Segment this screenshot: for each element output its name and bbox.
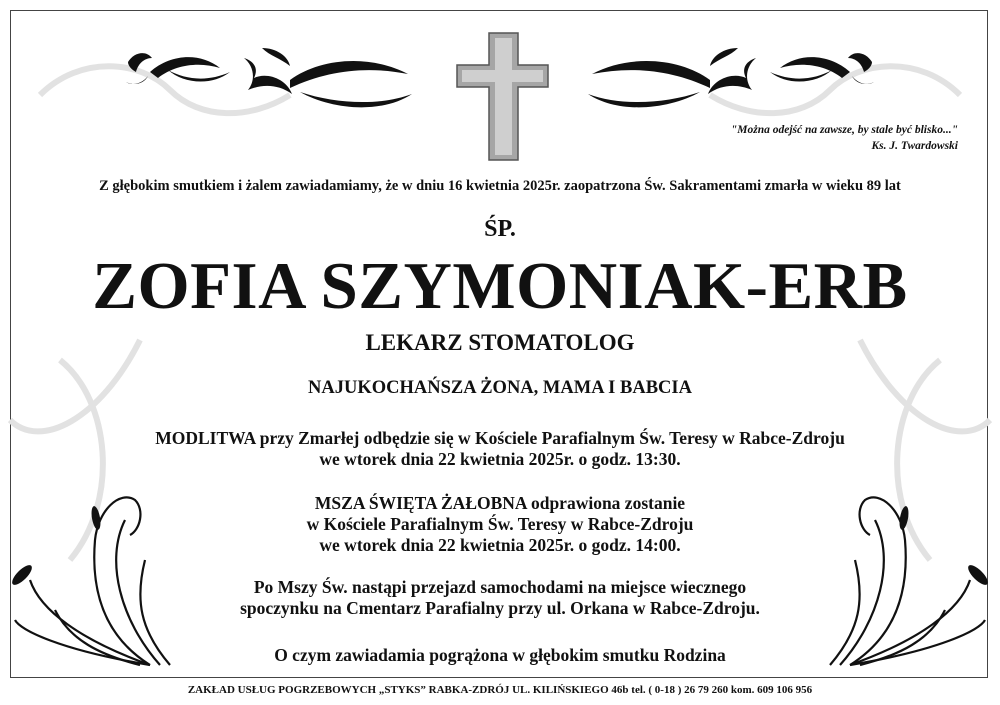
burial-info xyxy=(0,577,1000,619)
cross-icon xyxy=(457,33,548,160)
quote-text: "Można odejść na zawsze, by stale być blisko..." xyxy=(730,124,958,136)
mass-line-1: MSZA ŚWIĘTA ŻAŁOBNA odprawiona zostanie xyxy=(314,493,686,513)
mass-line-3: we wtorek dnia 22 kwietnia 2025r. o godz. 14:00. xyxy=(319,535,681,555)
flourish-top-left-icon xyxy=(126,48,412,107)
prayer-info xyxy=(0,428,1000,470)
profession: LEKARZ STOMATOLOG xyxy=(365,330,635,355)
mass-info xyxy=(0,493,1000,556)
prayer-line-1: MODLITWA przy Zmarłej odbędzie się w Kościele Parafialnym Św. Teresy w Rabce-Zdroju xyxy=(155,428,845,448)
quote-block xyxy=(731,122,958,154)
burial-line-2: spoczynku na Cmentarz Parafialny przy ul. Orkana w Rabce-Zdroju. xyxy=(240,598,760,618)
announcement-intro: Z głębokim smutkiem i żalem zawiadamiamy, że w dniu 16 kwietnia 2025r. zaopatrzona Św. Sakramentami zmarła w wieku 89 lat xyxy=(99,178,901,194)
flourish-top-right-icon xyxy=(588,48,874,107)
mass-line-2: w Kościele Parafialnym Św. Teresy w Rabce-Zdroju xyxy=(306,514,694,534)
deceased-name: ZOFIA SZYMONIAK-ERB xyxy=(92,249,908,323)
family-role: NAJUKOCHAŃSZA ŻONA, MAMA I BABCIA xyxy=(308,378,692,398)
funeral-home-footer: ZAKŁAD USŁUG POGRZEBOWYCH „STYKS” RABKA-ZDRÓJ UL. KILIŃSKIEGO 46b tel. ( 0-18 ) 26 79 260 kom. 609 106 956 xyxy=(187,684,813,696)
name-prefix: ŚP. xyxy=(484,216,516,242)
prayer-line-2: we wtorek dnia 22 kwietnia 2025r. o godz. 13:30. xyxy=(319,449,681,469)
closing-line: O czym zawiadamia pogrążona w głębokim smutku Rodzina xyxy=(274,645,726,665)
burial-line-1: Po Mszy Św. nastąpi przejazd samochodami na miejsce wiecznego xyxy=(253,577,747,597)
quote-author: Ks. J. Twardowski xyxy=(871,140,958,152)
